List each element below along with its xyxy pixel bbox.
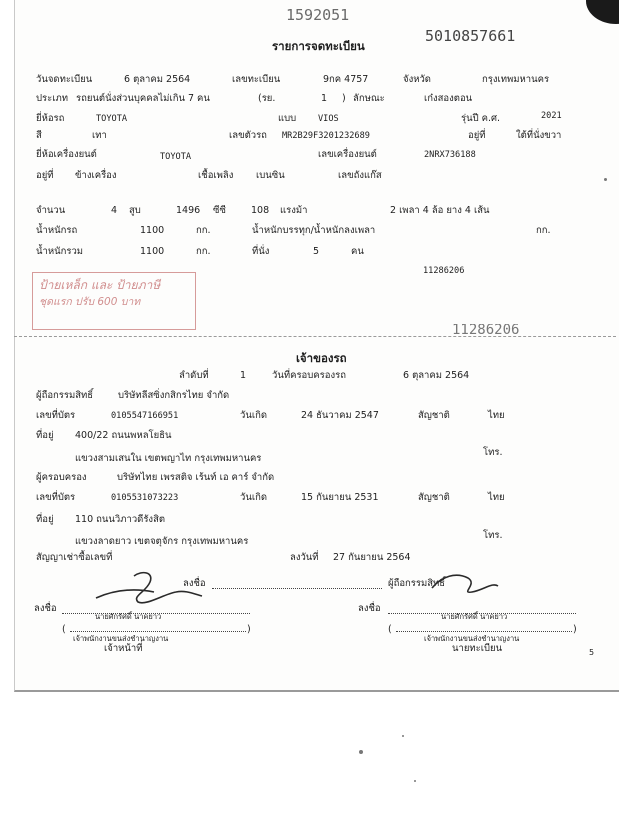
engine-number-value: 2NRX736188 [424, 150, 476, 160]
weight-label: น้ำหนักรถ [36, 225, 78, 236]
cylinder-label: สูบ [129, 205, 141, 216]
name-paren-right-close: ) [573, 624, 577, 635]
scan-speck [402, 735, 404, 737]
engine-brand-label: ยี่ห้อเครื่องยนต์ [36, 149, 97, 160]
name-paren-right: ( [388, 624, 392, 635]
seats-value: 5 [313, 246, 320, 257]
handwritten-top-number: 1592051 [286, 6, 350, 24]
holder-id-value: 0105547166951 [111, 411, 179, 421]
year-label: รุ่นปี ค.ศ. [461, 113, 501, 124]
holder-role-label: ผู้ถือกรรมสิทธิ์ [388, 578, 446, 589]
holder-address-line-1: 400/22 ถนนพหลโยธิน [75, 430, 172, 441]
province-value: กรุงเทพมหานคร [482, 74, 550, 85]
page-number: 5 [589, 648, 595, 657]
engine-location-label: อยู่ที่ [36, 170, 54, 181]
holder-tel-label: โทร. [483, 447, 503, 458]
model-label: แบบ [278, 113, 297, 124]
fuel-value: เบนซิน [256, 170, 285, 181]
fuel-label: เชื้อเพลิง [198, 170, 234, 181]
province-label: จังหวัด [403, 74, 431, 85]
page-title: รายการจดทะเบียน [272, 39, 365, 53]
officer-title: เจ้าหน้าที่ [104, 643, 143, 654]
section-divider [14, 336, 616, 337]
sign-label-officer: ลงชื่อ [183, 578, 206, 589]
possessor-id-label: เลขที่บัตร [36, 492, 76, 503]
order-value: 1 [240, 370, 247, 381]
code-label: (รย. [258, 93, 276, 104]
weight-value: 1100 [140, 225, 165, 236]
red-stamp [32, 272, 196, 330]
scan-speck [604, 178, 607, 181]
engine-brand-value: TOYOTA [160, 152, 192, 162]
type-value: รถยนต์นั่งส่วนบุคคลไม่เกิน 7 คน [76, 93, 210, 104]
load-label: น้ำหนักบรรทุก/น้ำหนักลงเพลา [252, 225, 376, 236]
hp-value: 108 [251, 205, 270, 216]
color-value: เทา [92, 130, 107, 141]
gross-weight-label: น้ำหนักรวม [36, 246, 84, 257]
weight-unit: กก. [196, 225, 211, 236]
name-paren-left-close: ) [247, 624, 251, 635]
sign-label-left: ลงชื่อ [34, 603, 57, 614]
stamp-line-1: ป้ายเหล็ก และ ป้ายภาษี [39, 278, 161, 292]
engine-location-value: ข้างเครื่อง [75, 170, 117, 181]
holder-nationality-label: สัญชาติ [418, 410, 450, 421]
lease-label: สัญญาเช่าซื้อเลขที่ [36, 552, 113, 563]
possessor-label: ผู้ครอบครอง [36, 472, 87, 483]
style-label: ลักษณะ [353, 93, 385, 104]
load-unit: กก. [536, 225, 551, 236]
scan-speck [359, 750, 363, 754]
name-line-left [70, 631, 246, 632]
lease-date-value: 27 กันยายน 2564 [333, 552, 411, 563]
officer-role-left: เจ้าพนักงานขนส่งชำนาญงาน [73, 634, 169, 643]
possessor-address-line-1: 110 ถนนวิภาวดีรังสิต [75, 514, 166, 525]
gas-tank-label: เลขถังแก๊ส [338, 170, 382, 181]
possessor-tel-label: โทร. [483, 530, 503, 541]
gross-weight-unit: กก. [196, 246, 211, 257]
type-label: ประเภท [36, 93, 69, 104]
qty-label: จำนวน [36, 205, 66, 216]
sign-label-right: ลงชื่อ [358, 603, 381, 614]
chassis-location-label: อยู่ที่ [468, 130, 486, 141]
reg-date-label: วันจดทะเบียน [36, 74, 93, 85]
holder-nationality-value: ไทย [488, 410, 505, 421]
possessor-nationality-value: ไทย [488, 492, 505, 503]
axle-text: 2 เพลา 4 ล้อ ยาง 4 เส้น [390, 205, 490, 216]
color-label: สี [36, 130, 42, 141]
seats-label: ที่นั่ง [252, 246, 270, 257]
cc-label: ซีซี [213, 205, 226, 216]
qty-value: 4 [111, 205, 118, 216]
owner-section-title: เจ้าของรถ [296, 351, 347, 365]
holder-label: ผู้ถือกรรมสิทธิ์ [36, 390, 94, 401]
officer-role-right: เจ้าพนักงานขนส่งชำนาญงาน [424, 634, 520, 643]
officer-name-left: นายศักรัศดิ์ นาคยาว [95, 612, 162, 621]
serial-number: 11286206 [423, 266, 465, 276]
plate-label: เลขทะเบียน [232, 74, 281, 85]
possessor-nationality-label: สัญชาติ [418, 492, 450, 503]
handwritten-right-number: 5010857661 [425, 27, 516, 45]
name-line-right [396, 631, 572, 632]
holder-id-label: เลขที่บัตร [36, 410, 76, 421]
scan-speck [414, 780, 416, 782]
possessor-id-value: 0105531073223 [111, 493, 179, 503]
sign-line-officer [212, 588, 382, 589]
possess-date-label: วันที่ครอบครองรถ [272, 370, 346, 381]
reg-date-value: 6 ตุลาคม 2564 [124, 74, 191, 85]
year-value: 2021 [541, 111, 562, 121]
chassis-label: เลขตัวรถ [229, 130, 267, 141]
code-close: ) [342, 93, 346, 104]
chassis-value: MR2B29F3201232689 [282, 131, 370, 141]
officer-name-right: นายศักรัศดิ์ นาคยาว [441, 612, 508, 621]
engine-number-label: เลขเครื่องยนต์ [318, 149, 377, 160]
plate-value: 9กค 4757 [323, 74, 369, 85]
cc-value: 1496 [176, 205, 201, 216]
possess-date-value: 6 ตุลาคม 2564 [403, 370, 470, 381]
holder-dob-value: 24 ธันวาคม 2547 [301, 410, 379, 421]
brand-label: ยี่ห้อรถ [36, 113, 65, 124]
code-value: 1 [321, 93, 328, 104]
holder-signature [430, 568, 500, 598]
gross-weight-value: 1100 [140, 246, 165, 257]
lease-date-label: ลงวันที่ [290, 552, 319, 563]
officer-signature [94, 568, 204, 608]
serial-faded: 11286206 [452, 324, 520, 334]
brand-value: TOYOTA [96, 114, 128, 124]
model-value: VIOS [318, 114, 339, 124]
stamp-line-2: ชุดแรก ปรับ 600 บาท [39, 296, 141, 308]
possessor-dob-label: วันเกิด [240, 492, 267, 503]
name-paren-left: ( [62, 624, 66, 635]
possessor-value: บริษัทไทย เพรสติจ เร้นท์ เอ คาร์ จำกัด [117, 472, 275, 483]
holder-address-label: ที่อยู่ [36, 430, 54, 441]
possessor-address-label: ที่อยู่ [36, 514, 54, 525]
style-value: เก๋งสองตอน [424, 93, 473, 104]
holder-address-line-2: แขวงสามเสนใน เขตพญาไท กรุงเทพมหานคร [75, 453, 262, 464]
registrar-title: นายทะเบียน [452, 643, 503, 654]
order-label: ลำดับที่ [179, 370, 209, 381]
hp-label: แรงม้า [280, 205, 308, 216]
possessor-dob-value: 15 กันยายน 2531 [301, 492, 379, 503]
possessor-address-line-2: แขวงลาดยาว เขตจตุจักร กรุงเทพมหานคร [75, 536, 249, 547]
holder-dob-label: วันเกิด [240, 410, 267, 421]
chassis-location-value: ใต้ที่นั่งขวา [516, 130, 562, 141]
holder-value: บริษัทลีสซิ่งกสิกรไทย จำกัด [118, 390, 230, 401]
persons-label: คน [351, 246, 364, 257]
